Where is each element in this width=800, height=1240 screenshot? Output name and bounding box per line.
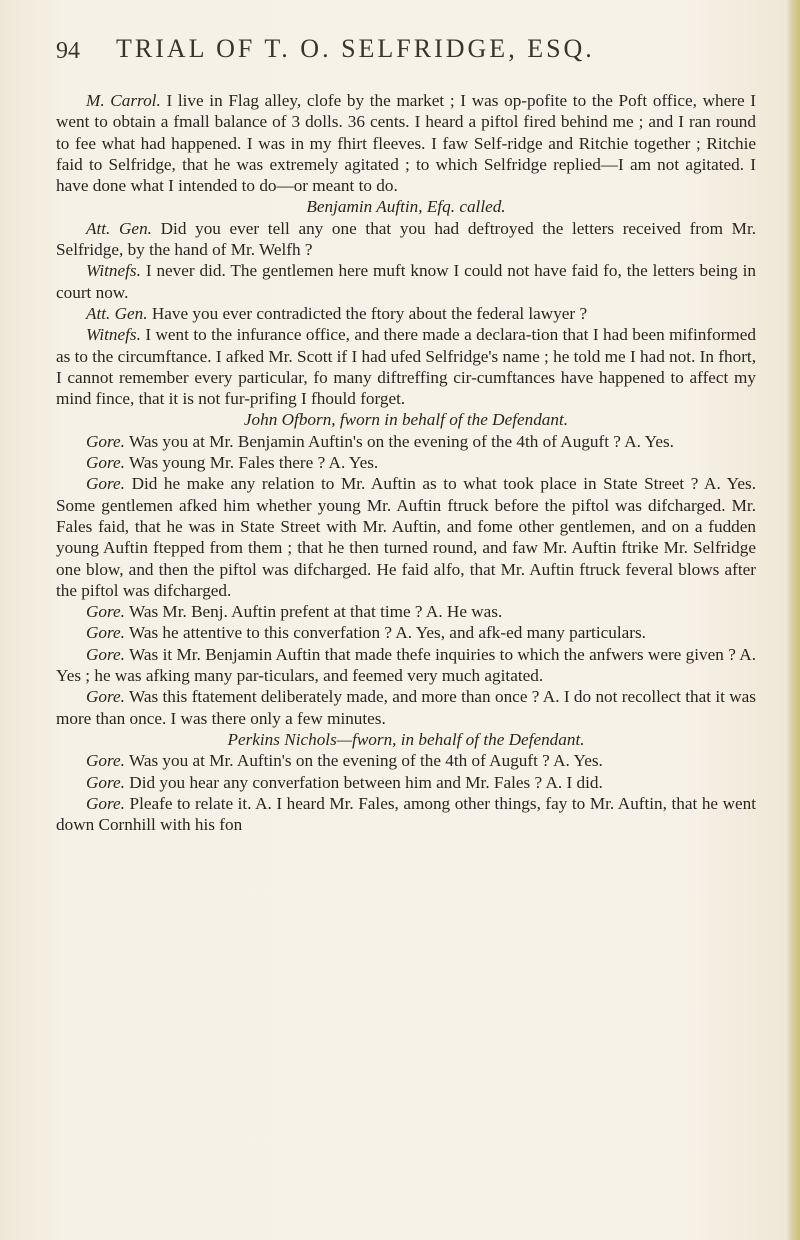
speaker: Gore. <box>86 687 125 707</box>
paragraph-text: Was this ftatement deliberately made, and more than once ? A. I do not recollect that it was more than once. I was there only a few minutes. <box>56 687 756 728</box>
paragraph-text: Did he make any relation to Mr. Auftin as to what took place in State Street ? A. Yes. Some gentlemen afked him whether young Mr. Auftin ftruck before the piftol was difcharged. Mr. Fales faid, that he was in State Street with Mr. Auftin, and fome other gentlemen, and on a fudden young Auftin ftepped from them ; that he then turned round, and faw Mr. Auftin ftrike Mr. Selfridge one blow, and then the piftol was difcharged. He faid alfo, that Mr. Auftin ftruck feveral blows after the piftol was difcharged. <box>56 474 756 600</box>
paragraph-text: Did you ever tell any one that you had deftroyed the letters received from Mr. Selfridge, by the hand of Mr. Welfh ? <box>56 218 757 260</box>
paragraph-text: Was young Mr. Fales there ? A. Yes. <box>124 453 379 473</box>
paragraph-text: Was you at Mr. Auftin's on the evening of the 4th of Auguft ? A. Yes. <box>124 751 603 771</box>
paragraph <box>56 750 756 771</box>
paragraph <box>56 431 756 452</box>
page-body <box>56 90 756 835</box>
paragraph-text: Was it Mr. Benjamin Auftin that made thefe inquiries to which the anfwers were given ? A. Yes ; he was afking many par-ticulars, and feemed very much agitated. <box>56 644 756 686</box>
paragraph-text: Was he attentive to this converfation ? A. Yes, and afk-ed many particulars. <box>124 623 646 643</box>
speaker: Gore. <box>86 623 125 643</box>
paragraph <box>56 303 756 324</box>
speaker: Att. Gen. <box>86 218 152 238</box>
paragraph <box>56 601 756 622</box>
speaker: Gore. <box>86 474 125 494</box>
paragraph <box>56 473 756 601</box>
running-title: TRIAL OF T. O. SELFRIDGE, ESQ. <box>116 34 595 63</box>
paragraph <box>56 644 756 687</box>
speaker: Gore. <box>86 751 125 771</box>
paragraph <box>56 324 756 409</box>
paragraph-text: Was Mr. Benj. Auftin prefent at that time ? A. He was. <box>124 602 503 622</box>
paragraph <box>56 452 756 473</box>
speaker: Gore. <box>86 453 125 473</box>
page-edge <box>786 0 800 1240</box>
witness-heading: John Ofborn, fworn in behalf of the Defendant. <box>243 410 569 430</box>
witness-heading: Perkins Nichols—fworn, in behalf of the Defendant. <box>227 729 585 749</box>
paragraph <box>56 793 756 836</box>
speaker: Witnefs. <box>86 261 141 281</box>
speaker: Gore. <box>86 431 125 451</box>
paragraph <box>56 218 756 261</box>
witness-heading: Benjamin Auftin, Efq. called. <box>306 197 506 217</box>
paragraph-text: Was you at Mr. Benjamin Auftin's on the evening of the 4th of Auguft ? A. Yes. <box>124 431 674 451</box>
speaker: Gore. <box>86 602 125 622</box>
paragraph-text: Have you ever contradicted the ftory about the federal lawyer ? <box>147 303 588 323</box>
speaker: Gore. <box>86 644 125 664</box>
speaker: Gore. <box>86 772 125 792</box>
paragraph <box>56 622 756 643</box>
running-header <box>56 34 756 70</box>
page-number: 94 <box>56 38 80 64</box>
paragraph-text: Did you hear any converfation between him and Mr. Fales ? A. I did. <box>124 772 603 792</box>
paragraph-text: I never did. The gentlemen here muft know I could not have faid fo, the letters being in court now. <box>56 261 756 302</box>
paragraph <box>56 90 756 196</box>
paragraph <box>56 686 756 729</box>
speaker: Gore. <box>86 793 125 813</box>
paragraph-text: I went to the infurance office, and there made a declara-tion that I had been mifinformed as to the circumftance. I afked Mr. Scott if I had ufed Selfridge's name ; he told me I had not. In fhort, I cannot remember every particular, fo many diftreffing cir-cumftances have happened to affect my mind fince, that it is not fur-prifing I fhould forget. <box>56 325 756 409</box>
paragraph <box>56 260 756 303</box>
speaker: Att. Gen. <box>86 303 148 323</box>
paragraph-text: Pleafe to relate it. A. I heard Mr. Fales, among other things, fay to Mr. Auftin, that he went down Cornhill with his fon <box>56 793 756 835</box>
paragraph-text: I live in Flag alley, clofe by the market ; I was op-pofite to the Poft office, where I went to obtain a fmall balance of 3 dolls. 36 cents. I heard a piftol fired behind me ; and I ran round to fee what had happened. I was in my fhirt fleeves. I faw Self-ridge and Ritchie together ; Ritchie faid to Selfridge, that he was extremely agitated ; to which Selfridge replied—I am not agitated. I have done what I intended to do—or meant to do. <box>56 91 756 196</box>
speaker: Witnefs. <box>86 325 141 345</box>
paragraph <box>56 772 756 793</box>
speaker: M. Carrol. <box>86 91 161 110</box>
